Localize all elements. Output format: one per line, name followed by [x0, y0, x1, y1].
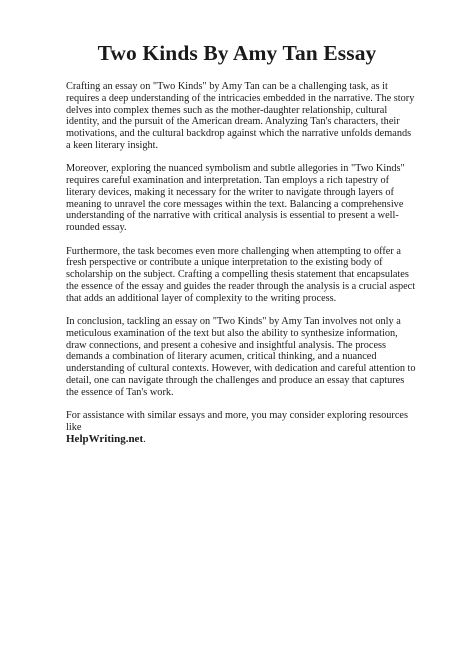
- paragraph-symbolism: Moreover, exploring the nuanced symbolism and subtle allegories in "Two Kinds" requires careful examination and interpretation. Tan employs a rich tapestry of literary devices, making it necessary for the writer to navigate through layers of meaning to unravel the core messages within the text. Balancing a comprehensive understanding of the narrative with critical analysis is essential to present a well-rounded essay.: [66, 163, 405, 234]
- page-title: Two Kinds By Amy Tan Essay: [97, 41, 377, 65]
- closing-period: .: [143, 433, 146, 445]
- paragraph-challenges: Furthermore, the task becomes even more challenging when attempting to offer a fresh perspective or contribute a unique interpretation to the existing body of scholarship on the subject. Crafting a compelling thesis statement that encapsulates the essence of the essay and guides the reader through the analysis is a crucial aspect that adds an additional layer of complexity to the writing process.: [66, 245, 416, 304]
- helpwriting-link[interactable]: HelpWriting.net: [66, 432, 144, 445]
- paragraph-intro: Crafting an essay on "Two Kinds" by Amy Tan can be a challenging task, as it requires a deep understanding of the intricacies embedded in the narrative. The story delves into complex themes such as the mother-daughter relationship, cultural identity, and the pursuit of the American dream. Analyzing Tan's characters, their motivations, and the cultural backdrop against which the narrative unfolds demands a keen literary insight.: [66, 81, 415, 151]
- paragraph-closing: [66, 410, 418, 445]
- essay-body: [66, 81, 418, 457]
- closing-text: For assistance with similar essays and more, you may consider exploring resources like: [66, 410, 409, 433]
- paragraph-conclusion: In conclusion, tackling an essay on "Two Kinds" by Amy Tan involves not only a meticulous examination of the text but also the ability to synthesize information, draw connections, and present a cohesive and insightful analysis. The process demands a combination of literary acumen, critical thinking, and a nuanced understanding of cultural contexts. However, with dedication and careful attention to detail, one can navigate through the challenges and produce an essay that captures the essence of Tan's work.: [66, 316, 416, 398]
